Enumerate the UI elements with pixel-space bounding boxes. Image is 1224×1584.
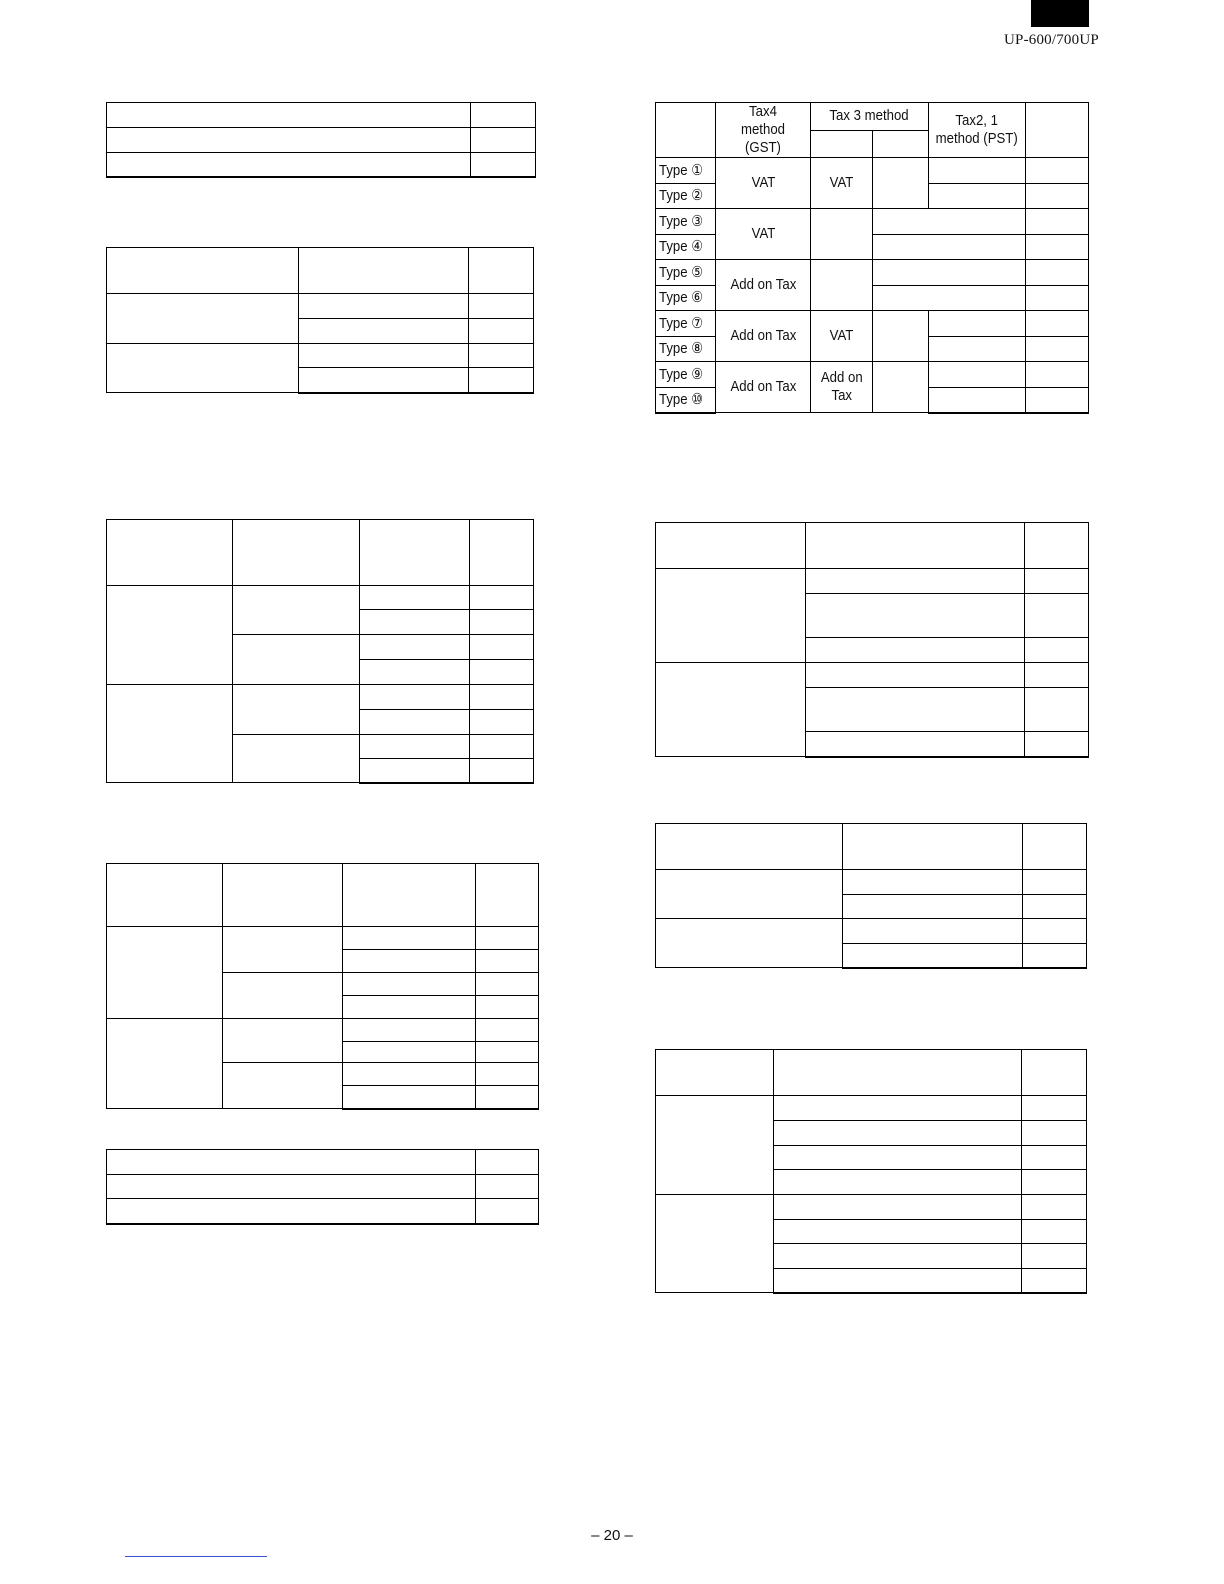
tax3-method-header: Tax 3 method <box>811 103 929 131</box>
table-cell <box>107 103 471 128</box>
table-cell <box>1026 235 1089 260</box>
table-cell <box>806 638 1025 663</box>
tax-type-label: Type ⑦ <box>656 311 716 337</box>
table-cell <box>873 286 1026 311</box>
table-cell <box>470 685 534 710</box>
tax-type-table <box>655 102 1089 414</box>
table-cell <box>470 586 534 610</box>
table-cell <box>470 759 534 783</box>
table-cell <box>774 1096 1022 1121</box>
table-cell <box>843 944 1023 968</box>
table-cell <box>107 685 233 783</box>
blank-table-3 <box>106 519 534 784</box>
tax-type-label: Type ③ <box>656 209 716 235</box>
tax4-method-header: Tax4 method (GST) <box>716 103 811 158</box>
page-number: – 20 – <box>591 1527 633 1544</box>
table-cell <box>107 1150 476 1175</box>
table-cell <box>1026 311 1089 337</box>
tax4-value: Add on Tax <box>716 311 811 362</box>
table-header-cell <box>873 130 929 158</box>
tax3-value <box>811 209 873 260</box>
table-cell <box>1025 688 1089 732</box>
table-header-cell <box>233 520 360 586</box>
table-cell <box>1022 1096 1087 1121</box>
table-cell <box>1025 594 1089 638</box>
page-corner-tab <box>1031 0 1089 27</box>
table-cell <box>470 735 534 759</box>
table-cell <box>929 337 1026 362</box>
table-cell <box>806 569 1025 594</box>
table-cell <box>1023 919 1087 944</box>
table-cell <box>806 688 1025 732</box>
tax-type-label: Type ⑧ <box>656 337 716 362</box>
table-cell <box>476 996 539 1019</box>
table-cell <box>873 260 1026 286</box>
tax-type-label: Type ⑥ <box>656 286 716 311</box>
table-cell <box>1022 1146 1087 1170</box>
tax3-value: VAT <box>811 311 873 362</box>
table-cell <box>299 368 469 393</box>
tax4-value: VAT <box>716 158 811 209</box>
table-cell <box>107 927 223 1019</box>
table-cell <box>476 927 539 950</box>
table-cell <box>873 158 929 209</box>
table-header-cell <box>107 864 223 927</box>
table-cell <box>1023 944 1087 968</box>
table-cell <box>1022 1170 1087 1195</box>
table-cell <box>843 895 1023 919</box>
table-cell <box>806 594 1025 638</box>
table-header-cell <box>360 520 470 586</box>
table-cell <box>107 1175 476 1199</box>
table-cell <box>360 735 470 759</box>
table-cell <box>476 1042 539 1063</box>
table-cell <box>476 950 539 973</box>
table-cell <box>223 1063 343 1109</box>
footer-link-line[interactable] <box>125 1556 267 1557</box>
table-cell <box>107 1199 476 1224</box>
blank-table-2 <box>106 247 534 394</box>
tax-type-label: Type ② <box>656 184 716 209</box>
table-header-cell <box>806 523 1025 569</box>
table-cell <box>343 950 476 973</box>
table-cell <box>929 184 1026 209</box>
table-cell <box>1026 158 1089 184</box>
table-header-cell <box>656 523 806 569</box>
table-cell <box>1026 388 1089 413</box>
tax3-value: VAT <box>811 158 873 209</box>
table-cell <box>469 294 534 319</box>
blank-table-6 <box>655 522 1089 758</box>
table-cell <box>223 927 343 973</box>
table-cell <box>469 368 534 393</box>
table-cell <box>1026 209 1089 235</box>
table-header-cell <box>1022 1050 1087 1096</box>
table-cell <box>774 1269 1022 1293</box>
table-cell <box>1026 337 1089 362</box>
table-header-cell <box>469 248 534 294</box>
table-cell <box>476 1019 539 1042</box>
table-cell <box>873 209 1026 235</box>
table-cell <box>929 311 1026 337</box>
tax-type-label: Type ⑨ <box>656 362 716 388</box>
table-cell <box>476 1150 539 1175</box>
table-cell <box>299 344 469 368</box>
table-cell <box>343 1063 476 1086</box>
table-cell <box>774 1244 1022 1269</box>
table-cell <box>233 685 360 735</box>
table-cell <box>299 319 469 344</box>
table-cell <box>476 1175 539 1199</box>
table-cell <box>656 870 843 919</box>
table-cell <box>656 919 843 968</box>
table-cell <box>233 586 360 635</box>
table-cell <box>929 388 1026 413</box>
table-cell <box>1022 1220 1087 1244</box>
table-cell <box>469 344 534 368</box>
table-cell <box>107 128 471 153</box>
table-cell <box>107 1019 223 1109</box>
table-cell <box>360 759 470 783</box>
table-header-cell <box>107 248 299 294</box>
table-cell <box>343 1042 476 1063</box>
table-cell <box>1022 1195 1087 1220</box>
table-cell <box>471 128 536 153</box>
table-header-cell <box>1025 523 1089 569</box>
model-number: UP-600/700UP <box>1004 32 1099 48</box>
table-cell <box>471 103 536 128</box>
table-cell <box>1023 870 1087 895</box>
table-cell <box>806 732 1025 757</box>
table-cell <box>343 1086 476 1109</box>
table-cell <box>656 663 806 757</box>
table-cell <box>299 294 469 319</box>
table-cell <box>470 660 534 685</box>
blank-table-4 <box>106 863 539 1110</box>
table-cell <box>360 685 470 710</box>
table-header-cell <box>343 864 476 927</box>
table-cell <box>360 586 470 610</box>
table-header-cell <box>470 520 534 586</box>
table-cell <box>873 362 929 413</box>
table-cell <box>1026 260 1089 286</box>
table-cell <box>223 1019 343 1063</box>
table-cell <box>360 710 470 735</box>
table-cell <box>360 660 470 685</box>
table-header-cell <box>107 520 233 586</box>
table-header-cell <box>843 824 1023 870</box>
table-cell <box>806 663 1025 688</box>
table-cell <box>470 610 534 635</box>
table-cell <box>1023 895 1087 919</box>
table-cell <box>1026 362 1089 388</box>
tax4-value: Add on Tax <box>716 362 811 413</box>
table-cell <box>343 927 476 950</box>
table-cell <box>1026 184 1089 209</box>
table-cell <box>476 1199 539 1224</box>
table-cell <box>1025 732 1089 757</box>
table-cell <box>476 1063 539 1086</box>
table-cell <box>774 1121 1022 1146</box>
table-cell <box>223 973 343 1019</box>
table-cell <box>1022 1269 1087 1293</box>
table-cell <box>656 1195 774 1293</box>
table-header-cell <box>774 1050 1022 1096</box>
table-cell <box>470 710 534 735</box>
tax-type-label: Type ① <box>656 158 716 184</box>
table-header-cell <box>656 1050 774 1096</box>
table-cell <box>233 635 360 685</box>
table-header-cell <box>1026 103 1089 158</box>
table-cell <box>469 319 534 344</box>
table-cell <box>774 1195 1022 1220</box>
table-header-cell <box>656 103 716 158</box>
table-cell <box>343 1019 476 1042</box>
tax-type-label: Type ⑤ <box>656 260 716 286</box>
table-header-cell <box>1023 824 1087 870</box>
table-header-cell <box>476 864 539 927</box>
table-cell <box>929 158 1026 184</box>
table-header-cell <box>223 864 343 927</box>
table-cell <box>343 973 476 996</box>
blank-table-7 <box>655 823 1087 969</box>
table-cell <box>233 735 360 783</box>
table-cell <box>360 610 470 635</box>
table-cell <box>774 1146 1022 1170</box>
table-cell <box>656 569 806 663</box>
tax-type-label: Type ⑩ <box>656 388 716 413</box>
blank-table-5 <box>106 1149 539 1225</box>
table-header-cell <box>656 824 843 870</box>
table-header-cell <box>299 248 469 294</box>
table-cell <box>1022 1244 1087 1269</box>
table-cell <box>843 919 1023 944</box>
table-header-cell <box>811 130 873 158</box>
table-cell <box>1026 286 1089 311</box>
table-cell <box>656 1096 774 1195</box>
tax-type-label: Type ④ <box>656 235 716 260</box>
table-cell <box>1022 1121 1087 1146</box>
tax4-value: Add on Tax <box>716 260 811 311</box>
table-cell <box>873 235 1026 260</box>
table-cell <box>873 311 929 362</box>
table-cell <box>929 362 1026 388</box>
table-cell <box>1025 638 1089 663</box>
table-cell <box>476 1086 539 1109</box>
table-cell <box>470 635 534 660</box>
table-cell <box>107 586 233 685</box>
table-cell <box>476 973 539 996</box>
table-cell <box>360 635 470 660</box>
table-cell <box>471 153 536 177</box>
table-cell <box>774 1220 1022 1244</box>
table-cell <box>774 1170 1022 1195</box>
table-cell <box>1025 569 1089 594</box>
table-cell <box>107 153 471 177</box>
table-cell <box>843 870 1023 895</box>
table-cell <box>343 996 476 1019</box>
table-cell <box>107 344 299 393</box>
tax3-value: Add on Tax <box>811 362 873 413</box>
blank-table-1 <box>106 102 536 178</box>
table-cell <box>107 294 299 344</box>
tax3-value <box>811 260 873 311</box>
tax21-method-header: Tax2, 1 method (PST) <box>929 103 1026 158</box>
tax4-value: VAT <box>716 209 811 260</box>
table-cell <box>1025 663 1089 688</box>
blank-table-8 <box>655 1049 1087 1294</box>
